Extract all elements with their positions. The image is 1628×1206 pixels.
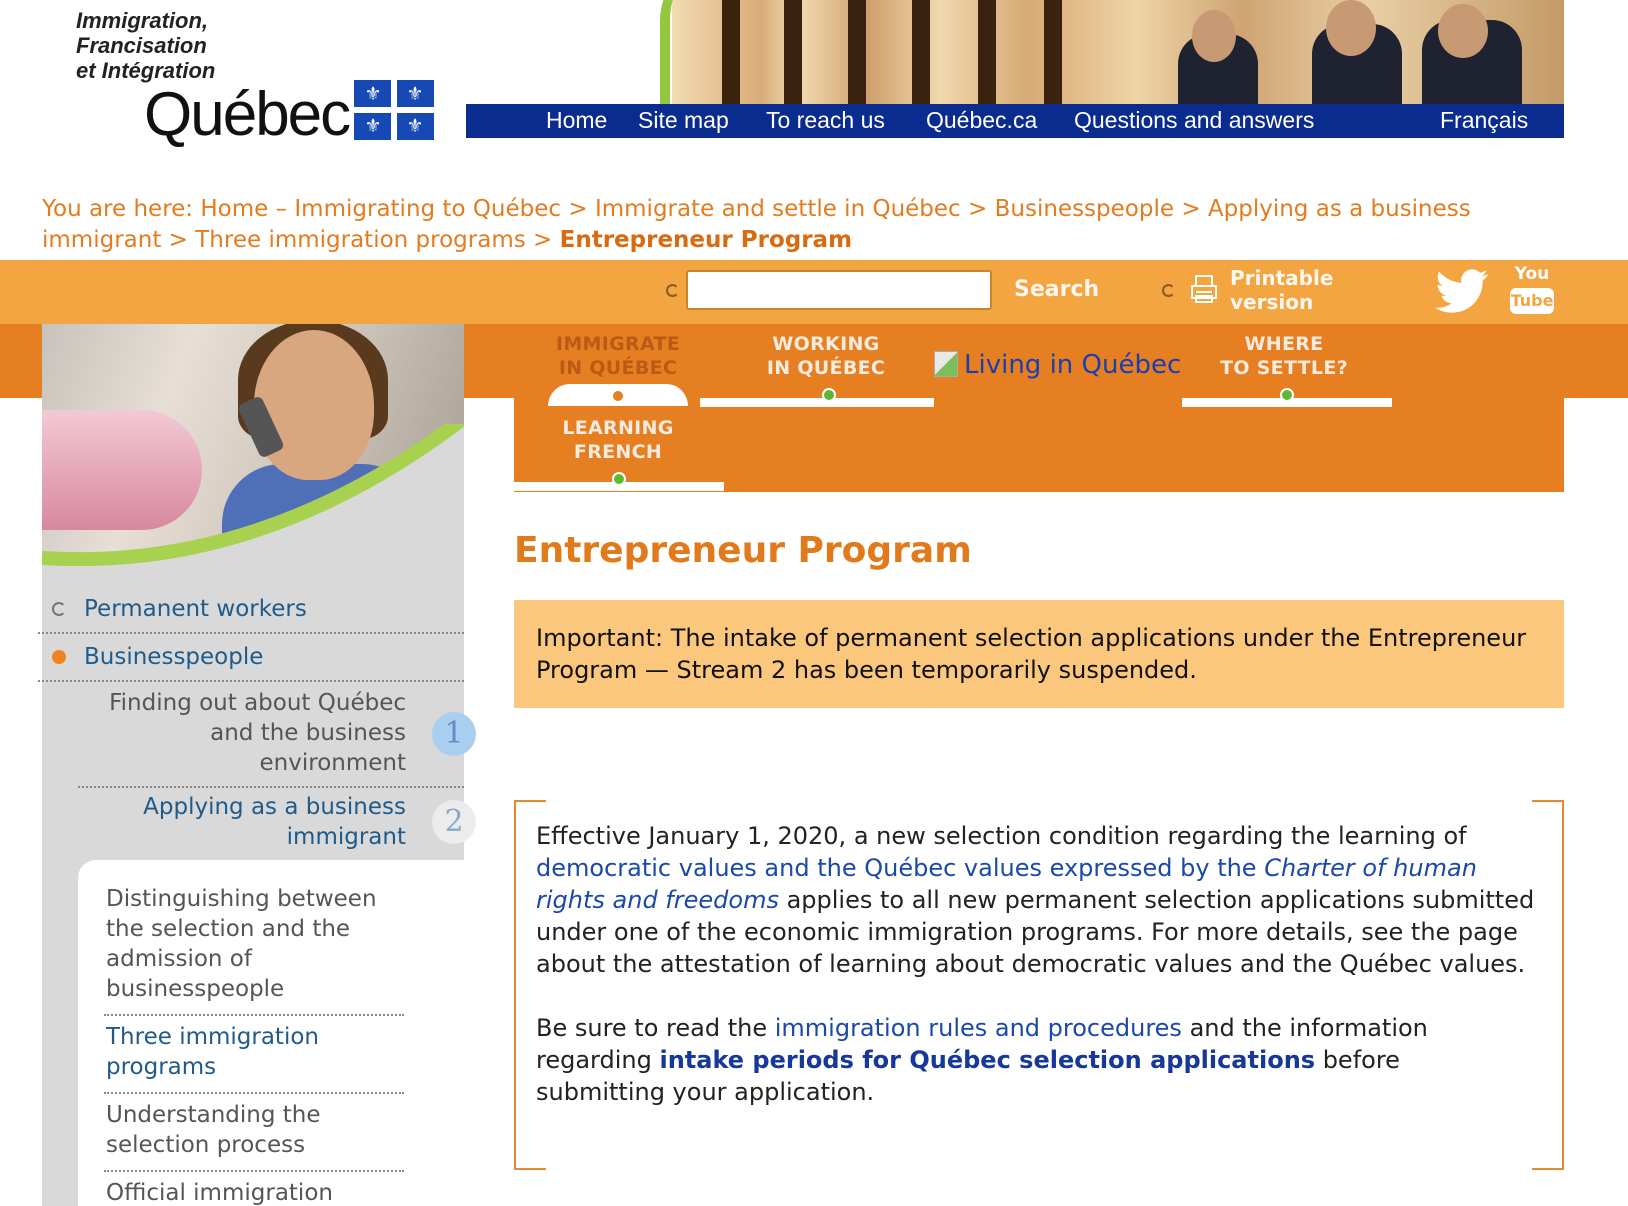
printable-version-link[interactable] [1230,266,1333,314]
paragraph-read-rules [536,1012,1536,1108]
paragraph-selection-condition [536,820,1536,980]
important-notice-text: Important: The intake of permanent selection applications under the Entrepreneur Program — Stream 2 has been temporarily suspended. [536,624,1527,684]
subnav-official-immigration[interactable] [106,1178,406,1206]
breadcrumb-businesspeople-link[interactable]: Businesspeople [994,196,1174,222]
fleur-de-lis-icon: ⚜ [364,83,382,105]
breadcrumb-separator: > [533,227,553,253]
menu-french-line2: FRENCH [573,441,663,463]
search-toolbar [0,260,1628,324]
menu-immigrate-line1: IMMIGRATE [555,333,681,355]
sidebar-green-swoosh [42,424,464,594]
important-notice [514,600,1564,708]
step2-line2: immigrant [286,824,406,850]
sub3-line2: selection process [106,1132,306,1158]
menu-immigrate-in-quebec[interactable] [548,332,688,380]
intake-periods-link[interactable]: intake periods for Québec selection applications [659,1046,1316,1074]
page-title: Entrepreneur Program [514,530,972,571]
charter-link-italic: Charter of human rights and freedoms [536,854,1477,914]
radio-icon[interactable] [1162,284,1175,297]
twitter-icon[interactable] [1436,268,1490,314]
sub1-line1: Distinguishing between [106,886,377,912]
nav-reach-us-link[interactable]: To reach us [766,107,885,133]
fleur-de-lis-icon: ⚜ [364,115,382,137]
step1-line2: and the business [210,720,406,746]
quebec-wordmark: Québec [144,80,350,149]
top-navigation [466,104,1564,138]
p2-text-a: Be sure to read the [536,1014,775,1042]
menu-settle-line1: WHERE [1244,333,1324,355]
breadcrumb-separator: > [1181,196,1201,222]
fleur-de-lis-icon: ⚜ [406,83,424,105]
p1-link-text: democratic values and the Québec values expressed by the [536,854,1265,882]
menu-living-label: Living in Québec [964,350,1182,380]
printable-label-line1: Printable [1230,266,1334,290]
breadcrumb-separator: > [568,196,588,222]
bullet-open-icon [52,602,66,616]
menu-working-in-quebec[interactable] [756,332,896,380]
breadcrumb [42,194,1572,256]
ministry-name-line3: et Intégration [76,58,216,83]
menu-french-line1: LEARNING [562,417,674,439]
menu-learning-french[interactable] [548,416,688,464]
breadcrumb-current: Entrepreneur Program [559,227,853,253]
sidebar-step-applying[interactable] [80,792,406,852]
content-body [536,820,1536,1140]
subnav-selection-process[interactable] [106,1100,406,1160]
youtube-text-you: You [1514,264,1550,284]
breadcrumb-separator: > [968,196,988,222]
sub1-line2: the selection and the [106,916,351,942]
search-button[interactable]: Search [1014,277,1100,302]
printable-label-line2: version [1230,290,1314,314]
broken-image-icon [934,351,958,377]
nav-francais-link[interactable]: Français [1440,107,1529,133]
frame-bracket-right [1532,800,1564,1170]
ministry-name-line2: Francisation [76,33,207,58]
sidebar-item-permanent-workers[interactable] [42,590,464,638]
sidebar-divider [78,786,464,788]
sub4-line1: Official immigration [106,1180,333,1206]
menu-working-line1: WORKING [772,333,880,355]
step-2-badge: 2 [432,800,476,844]
sidebar-item-label: Permanent workers [84,596,307,622]
breadcrumb-immigrate-link[interactable]: Immigrate and settle in Québec [594,196,961,222]
p1-text-a: Effective January 1, 2020, a new selection condition regarding the learning of [536,822,1467,850]
sidebar-divider [38,680,464,682]
menu-dot-icon [822,388,836,402]
sidebar-item-label: Businesspeople [84,644,264,670]
header-green-swoosh [660,0,720,110]
breadcrumb-three-programs-link[interactable]: Three immigration programs [195,227,526,253]
breadcrumb-applying-link[interactable]: Applying as a business immigrant [42,196,1471,253]
nav-questions-link[interactable]: Questions and answers [1074,107,1315,133]
printer-icon[interactable] [1190,274,1218,304]
p2-text-b: and the information regarding [536,1014,1428,1074]
nav-home-link[interactable]: Home [546,107,608,133]
subnav-divider [104,1170,404,1172]
step2-line1: Applying as a business [143,794,406,820]
menu-settle-line2: TO SETTLE? [1220,357,1348,379]
subnav-distinguishing[interactable] [106,884,406,1004]
menu-active-dot-icon [611,389,625,403]
radio-icon[interactable] [666,284,679,297]
breadcrumb-home-link[interactable]: Home – Immigrating to Québec [200,196,562,222]
menu-dot-icon [1280,388,1294,402]
step-1-badge: 1 [432,712,476,756]
fleur-de-lis-icon: ⚜ [406,115,424,137]
menu-working-underline [700,398,934,407]
quebec-flag-icon [354,80,434,140]
step1-line3: environment [259,750,406,776]
ministry-name-line1: Immigration, [76,8,209,33]
youtube-text-tube: Tube [1510,288,1554,314]
sub3-line1: Understanding the [106,1102,321,1128]
subnav-divider [104,1014,404,1016]
sub1-line3: admission of [106,946,252,972]
immigration-rules-link[interactable]: immigration rules and procedures [774,1014,1182,1042]
menu-immigrate-line2: IN QUÉBEC [558,357,678,379]
content-frame [514,800,1564,1170]
search-input[interactable] [686,270,992,310]
menu-where-to-settle[interactable] [1214,332,1354,380]
breadcrumb-separator: > [168,227,188,253]
sidebar-divider [38,632,464,634]
p1-text-b: applies to all new permanent selection applications submitted under one of the economic immigration programs. For more details, see the page about the attestation of learning about democratic values and the Québec values. [536,886,1535,978]
youtube-icon[interactable] [1510,264,1554,320]
menu-working-line2: IN QUÉBEC [766,357,886,379]
sidebar-nav [42,590,464,686]
subnav-divider [104,1092,404,1094]
sidebar-item-businesspeople[interactable] [42,638,464,686]
sidebar-step-finding-out[interactable] [80,688,406,778]
nav-quebec-ca-link[interactable]: Québec.ca [926,107,1038,133]
bullet-active-icon [52,650,66,664]
sub1-line4: businesspeople [106,976,285,1002]
breadcrumb-prefix: You are here: [42,196,194,222]
sub2-line1: Three immigration [106,1024,319,1050]
nav-site-map-link[interactable]: Site map [638,107,729,133]
header-photo-businesspeople [672,0,1564,104]
subnav-three-programs[interactable] [106,1022,406,1082]
p2-text-c: before submitting your application. [536,1046,1400,1106]
menu-living-in-quebec[interactable] [934,350,1181,380]
ministry-logo[interactable] [76,8,436,148]
menu-dot-icon [612,472,626,486]
sub2-line2: programs [106,1054,217,1080]
step1-line1: Finding out about Québec [109,690,406,716]
